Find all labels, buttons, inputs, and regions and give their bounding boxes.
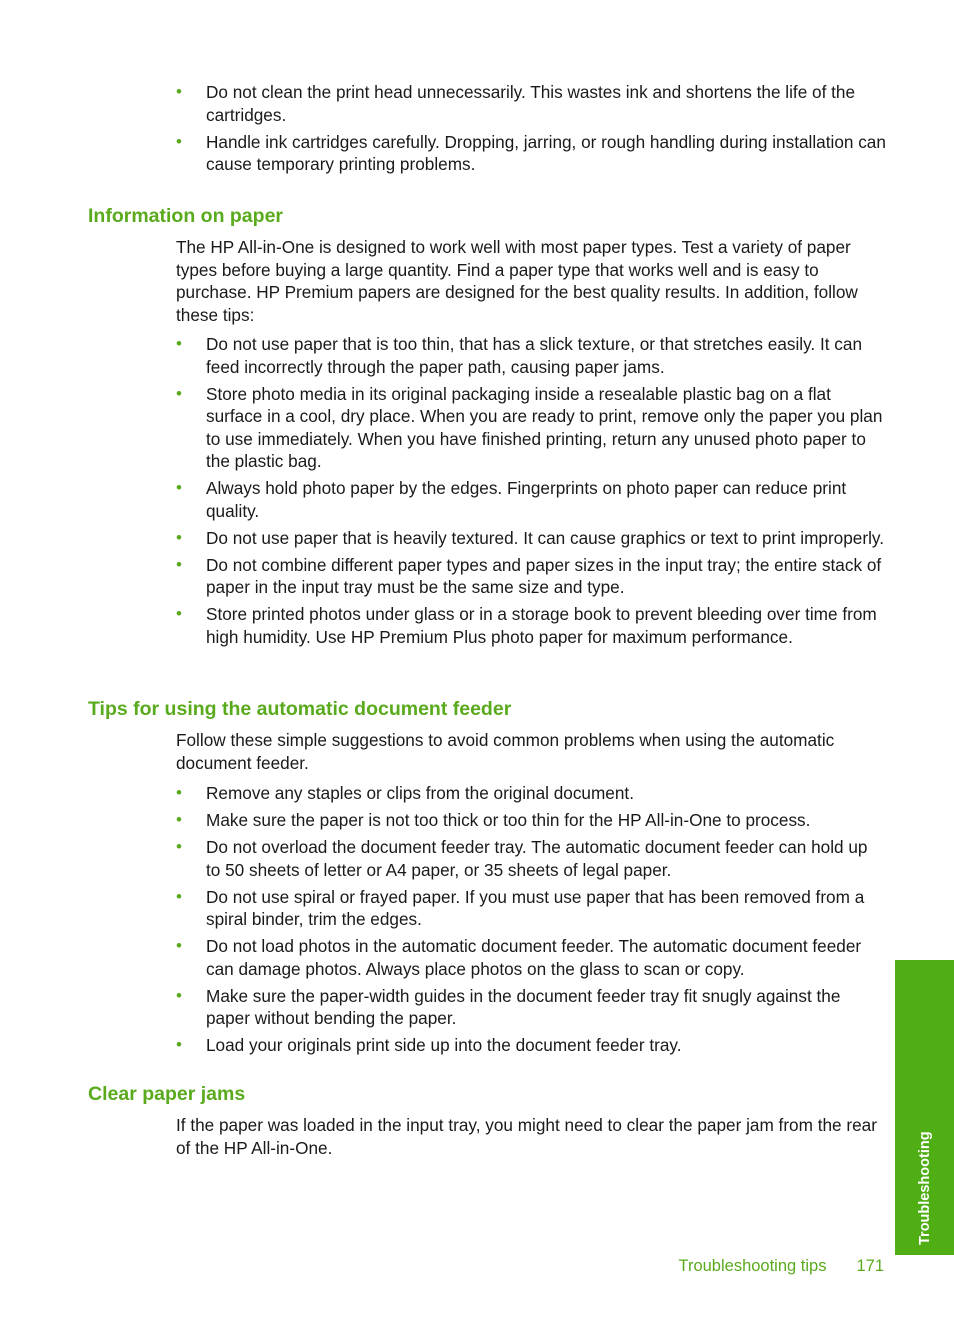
section-intro-paper: The HP All-in-One is designed to work well with most paper types. Test a variety of paper types before buying a large quantity. Find a paper type that works well and is easy to purchase. HP Premium papers are designed for the best quality results. In addition, follow these tips: — [176, 237, 858, 325]
top-bullet-list — [0, 81, 886, 180]
list-item: • Do not use paper that is heavily textured. It can cause graphics or text to print improperly. — [176, 527, 884, 548]
list-item: • Always hold photo paper by the edges. Fingerprints on photo paper can reduce print quality. — [176, 478, 847, 521]
page-footer — [678, 1257, 884, 1276]
bullet-icon: • — [176, 334, 182, 353]
bullet-icon: • — [176, 936, 182, 955]
list-item: • Do not overload the document feeder tray. The automatic document feeder can hold up to 50 sheets of letter or A4 paper, or 35 sheets of legal paper. — [176, 837, 868, 880]
list-item: • Do not use paper that is too thin, that has a slick texture, or that stretches easily. It can feed incorrectly through the paper path, causing paper jams. — [176, 334, 863, 377]
side-tab-label: Troubleshooting — [916, 1131, 933, 1245]
list-item: • Remove any staples or clips from the original document. — [176, 783, 634, 803]
bullet-icon: • — [176, 886, 182, 906]
section-intro-adf: Follow these simple suggestions to avoid common problems when using the automatic document feeder. — [176, 730, 835, 773]
bullet-icon: • — [176, 527, 182, 547]
bullet-icon: • — [176, 985, 182, 1005]
paper-tips-list — [0, 333, 886, 653]
bullet-icon: • — [176, 783, 182, 802]
bullet-icon: • — [176, 383, 182, 403]
list-item: • Do not load photos in the automatic document feeder. The automatic document feeder can damage photos. Always place photos on the glass to scan or copy. — [176, 936, 862, 979]
list-item: • Handle ink cartridges carefully. Dropping, jarring, or rough handling during installation can cause temporary printing problems. — [176, 131, 886, 174]
list-item: • Store photo media in its original packaging inside a resealable plastic bag on a flat surface in a cool, dry place. When you are ready to print, remove only the paper you plan to use immediately. When you have finished printing, return any unused photo paper to the plastic bag. — [176, 383, 883, 471]
bullet-icon: • — [176, 837, 182, 856]
list-item: • Make sure the paper is not too thick or too thin for the HP All-in-One to process. — [176, 810, 811, 830]
list-item: • Do not use spiral or frayed paper. If you must use paper that has been removed from a spiral binder, trim the edges. — [176, 886, 865, 929]
bullet-icon: • — [176, 604, 182, 623]
list-item: • Do not combine different paper types and paper sizes in the input tray; the entire stack of paper in the input tray must be the same size and type. — [176, 554, 882, 597]
section-heading-jams: Clear paper jams — [88, 1083, 246, 1105]
footer-section-title: Troubleshooting tips — [678, 1257, 827, 1275]
list-item: • Make sure the paper-width guides in the document feeder tray fit snugly against the paper without bending the paper. — [176, 985, 841, 1028]
bullet-icon: • — [176, 131, 182, 151]
list-item: • Load your originals print side up into the document feeder tray. — [176, 1035, 682, 1055]
bullet-icon: • — [176, 810, 182, 829]
page-number: 171 — [856, 1257, 884, 1275]
bullet-icon: • — [176, 478, 182, 497]
bullet-icon: • — [176, 82, 182, 101]
section-heading-adf: Tips for using the automatic document feeder — [88, 698, 512, 720]
section-intro-jams: If the paper was loaded in the input tray, you might need to clear the paper jam from the rear of the HP All-in-One. — [176, 1115, 877, 1158]
list-item: • Store printed photos under glass or in a storage book to prevent bleeding over time from high humidity. Use HP Premium Plus photo paper for maximum performance. — [176, 604, 877, 647]
section-heading-paper: Information on paper — [88, 205, 283, 227]
list-item: • Do not clean the print head unnecessarily. This wastes ink and shortens the life of the cartridges. — [176, 82, 856, 125]
chapter-side-tab — [895, 960, 954, 1255]
adf-tips-list — [0, 782, 886, 1061]
bullet-icon: • — [176, 554, 182, 574]
bullet-icon: • — [176, 1035, 182, 1054]
